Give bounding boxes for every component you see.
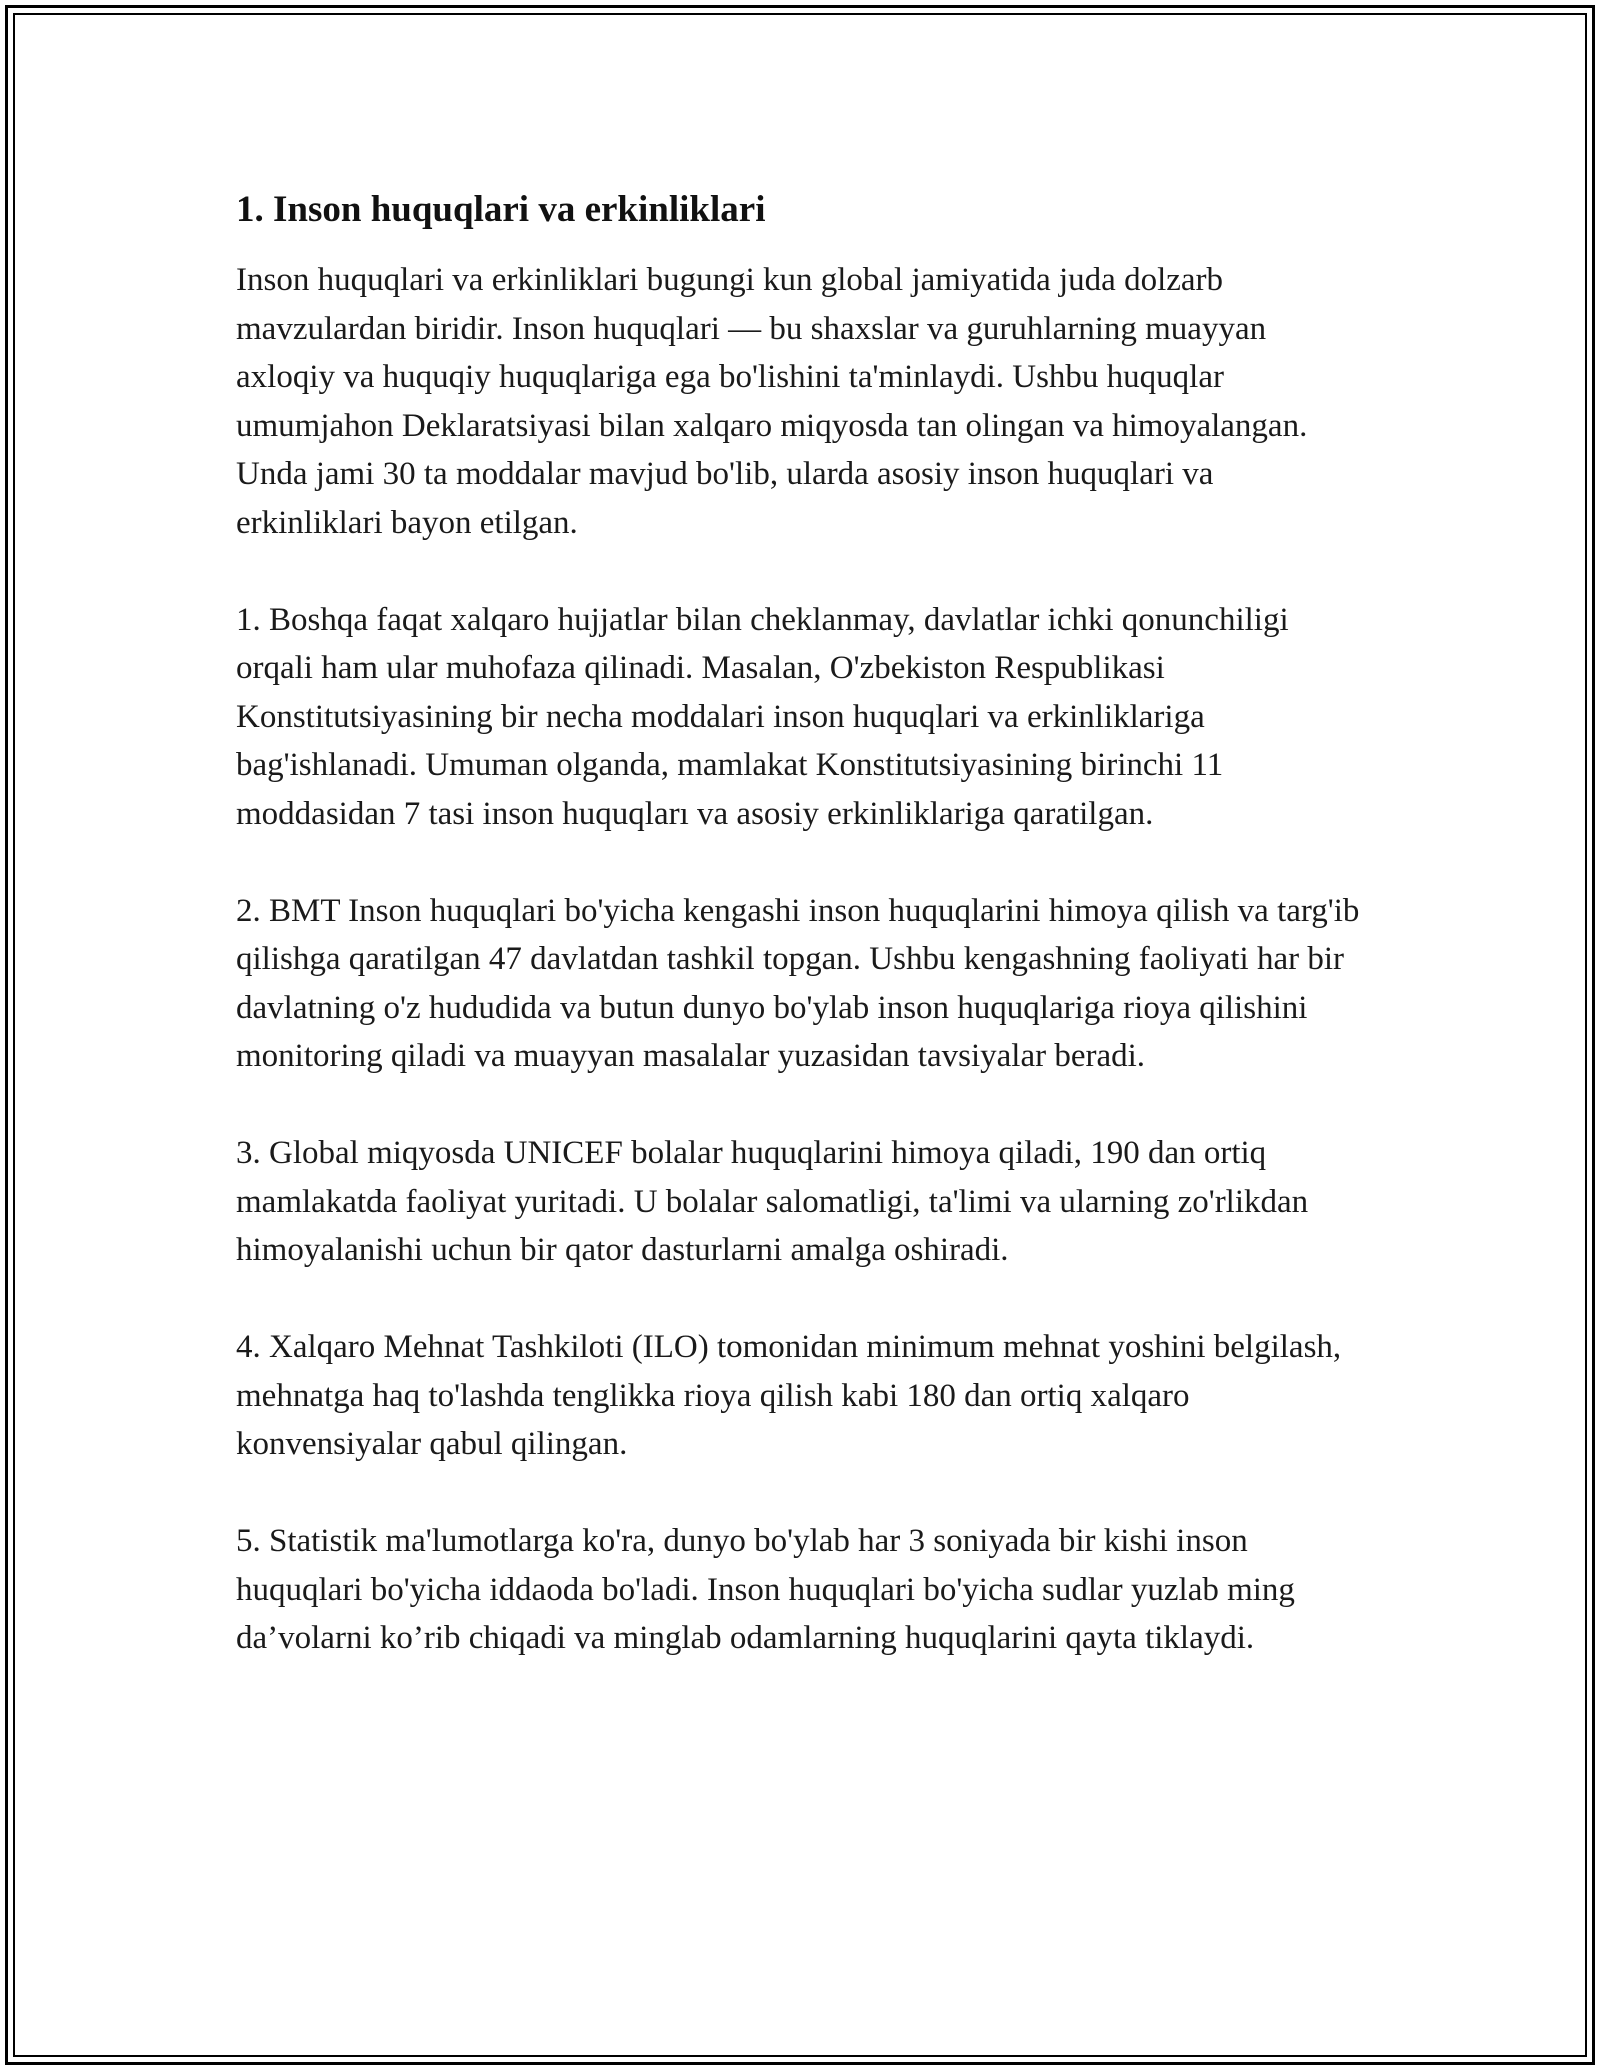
paragraph-point-5: 5. Statistik ma'lumotlarga ko'ra, dunyo bo'ylab har 3 soniyada bir kishi inson huquqlari bo'yicha iddaoda bo'ladi. Inson huquqlari bo'yicha sudlar yuzlab ming da’volarni ko’rib chiqadi va minglab odamlarning huquqlarini qayta tiklaydi.: [236, 1523, 1295, 1656]
section-title: 1. Inson huquqlari va erkinliklari: [236, 189, 766, 230]
paragraph-point-1: 1. Boshqa faqat xalqaro hujjatlar bilan cheklanmay, davlatlar ichki qonunchiligi orqali ham ular muhofaza qilinadi. Masalan, O'zbekiston Respublikasi Konstitutsiyasining bir necha moddalari inson huquqlari va erkinliklariga bag'ishlanadi. Umuman olganda, mamlakat Konstitutsiyasining birinchi 11 moddasidan 7 tasi inson huquqları va asosiy erkinliklariga qaratilgan.: [236, 601, 1289, 832]
paragraph-point-3: 3. Global miqyosda UNICEF bolalar huquqlarini himoya qiladi, 190 dan ortiq mamlakatda faoliyat yuritadi. U bolalar salomatligi, ta'limi va ularning zo'rlikdan himoyalanishi uchun bir qator dasturlarni amalga oshiradi.: [236, 1135, 1309, 1268]
document-body: [236, 186, 1366, 1663]
intro-paragraph: Inson huquqlari va erkinliklari bugungi kun global jamiyatida juda dolzarb mavzulardan biridir. Inson huquqlari — bu shaxslar va guruhlarning muayyan axloqiy va huquqiy huquqlariga ega bo'lishini ta'minlaydi. Ushbu huquqlar umumjahon Deklaratsiyasi bilan xalqaro miqyosda tan olingan va himoyalangan. Unda jami 30 ta moddalar mavjud bo'lib, ularda asosiy inson huquqlari va erkinliklari bayon etilgan.: [236, 262, 1308, 541]
paragraph-point-2: 2. BMT Inson huquqlari bo'yicha kengashi inson huquqlarini himoya qilish va targ'ib qilishga qaratilgan 47 davlatdan tashkil topgan. Ushbu kengashning faoliyati har bir davlatning o'z hududida va butun dunyo bo'ylab inson huquqlariga rioya qilishini monitoring qiladi va muayyan masalalar yuzasidan tavsiyalar beradi.: [236, 892, 1360, 1074]
paragraph-point-4: 4. Xalqaro Mehnat Tashkiloti (ILO) tomonidan minimum mehnat yoshini belgilash, mehnatga haq to'lashda tenglikka rioya qilish kabi 180 dan ortiq xalqaro konvensiyalar qabul qilingan.: [236, 1329, 1342, 1462]
